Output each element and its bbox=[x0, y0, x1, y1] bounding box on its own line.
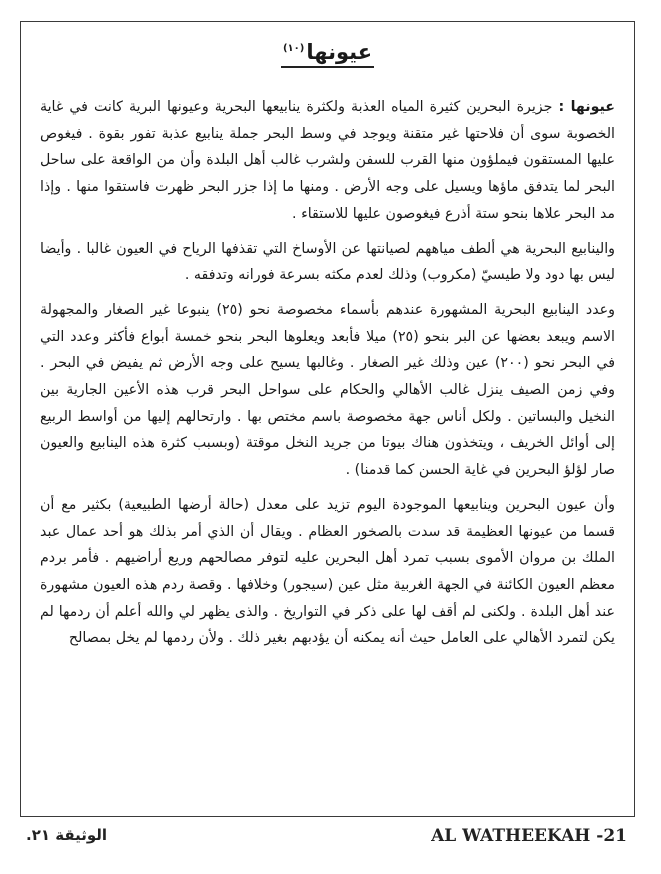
page-title bbox=[281, 40, 374, 68]
paragraph-2-text: والينابيع البحرية هي ألطف مياههم لصيانتها عن الأوساخ التي تقذفها الرياح في العيون غالبا . وأيضا ليس بها دود ولا طيسيّ (مكروب) وذلك لعدم مكثه بسرعة فورانه وتدفقه . bbox=[40, 240, 615, 284]
paragraph-1-lead: عيونها : bbox=[558, 99, 615, 115]
title-block bbox=[21, 40, 634, 68]
footer-arabic-title: الوثيقة ٢١. bbox=[26, 826, 108, 844]
page-frame bbox=[20, 21, 635, 817]
title-text: عيونها bbox=[306, 40, 373, 64]
paragraph-1-text: جزيرة البحرين كثيرة المياه العذبة ولكثرة ينابيعها البحرية وعيونها البرية كانت في غاية الخصوبة سوى أن فلاحتها غير متقنة ويوجد في وسط البحر جملة ينابيع عذبة تفور بقوة . فيغوص عليها المستقون فيملؤون منها القرب للسفن ولشرب غالب أهل البلدة وأن من الواقعة على ساحل البحر لما يتدفق ماؤها ويسيل على وجه الأرض . ومنها ما إذا جزر البحر ظهرت فاستقوا منها . وإذا مد البحر علاها بنحو ستة أذرع فيغوصون عليها للاستقاء . bbox=[40, 99, 615, 222]
article-body bbox=[40, 94, 615, 652]
paragraph-1 bbox=[40, 94, 615, 228]
paragraph-4-text: وأن عيون البحرين وينابيعها الموجودة اليوم تزيد على معدل (حالة أرضها الطبيعية) بكثير مع أن قسما من عيونها العظيمة قد سدت بالصخور العظام . ويقال أن الذي أمر بذلك هو أحد عمال عبد الملك بن مروان الأموى بسبب تمرد أهل البحرين عليه لتوفر مصالحهم وريع أراضيهم . فأمر بردم معظم العيون الكائنة في الجهة الغربية مثل عين (سيجور) وخلافها . وقصة ردم هذه العيون مشهورة عند أهل البلدة . ولكنى لم أقف لها على ذكر في التواريخ . والذى يظهر لي والله أعلم أن ردمها لم يكن لتمرد الأهالي على العامل حيث أنه يمكنه أن يؤدبهم بغير ذلك . ولأن ردمها لم يخل بمصالح bbox=[40, 496, 615, 647]
title-footnote: (١٠) bbox=[282, 43, 305, 54]
paragraph-2 bbox=[40, 236, 615, 289]
paragraph-4 bbox=[40, 492, 615, 652]
page-footer bbox=[20, 826, 635, 850]
paragraph-3 bbox=[40, 297, 615, 484]
paragraph-3-text: وعدد الينابيع البحرية المشهورة عندهم بأسماء مخصوصة نحو (٢٥) ينبوعا غير الصغار والمجهولة الاسم ويبعد بعضها عن البر بنحو (٢٥) ميلا فأبعد ويعلوها البحر بنحو خمسة أبواع فأكثر وعدد التي في البحر نحو (٢٠٠) عين وذلك غير الصغار . وغالبها يسيح على وجه الأرض ثم يفيض في البحر . وفي زمن الصيف ينزل غالب الأهالي والحكام على سواحل البحر قرب هذه الأعين الجارية بين النخيل والبساتين . ولكل أناس جهة مخصوصة باسم مختص بها . وارتحالهم إليها من أواسط الربيع إلى أوائل الخريف ، ويتخذون هناك بيوتا من جريد النخل موقتة (وبسبب كثرة هذه الينابيع والعيون صار لؤلؤ البحرين في غاية الحسن كما قدمنا) . bbox=[40, 301, 615, 479]
footer-english-title: AL WATHEEKAH -21 bbox=[431, 826, 627, 846]
